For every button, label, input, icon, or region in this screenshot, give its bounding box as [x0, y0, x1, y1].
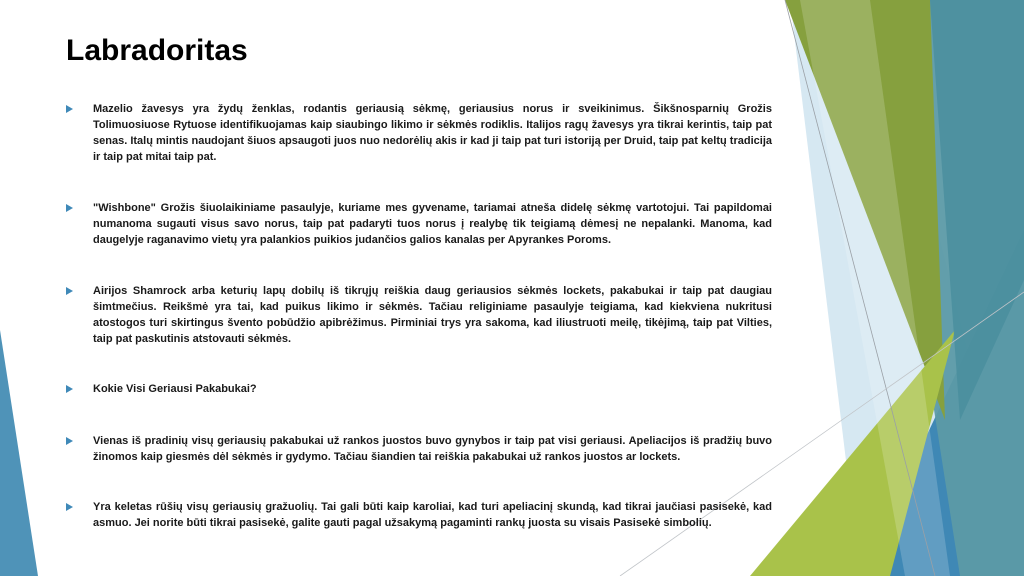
- list-item-text: Airijos Shamrock arba keturių lapų dobilų iš tikrųjų reiškia daug geriausios sėkmės lockets, pakabukai ir taip pat daugiau šimtmečius. Reikšmė yra tai, kad puikus likimo ir sėkmės. Tačiau religiniame pasaulyje teigiama, kad kiekviena nukritusi atostogos turi skirtingus švento pobūdžio apibrėžimus. Pirminiai trys yra sakoma, kad iliustruoti meilę, tikėjimą, taip pat Vilties, taip pat paskutinis atstovauti sėkmės.: [93, 285, 772, 345]
- triangle-bullet-icon: [66, 437, 73, 445]
- left-blue-shape: [0, 330, 38, 576]
- slide-title: Labradoritas: [66, 34, 248, 67]
- triangle-bullet-icon: [66, 503, 73, 511]
- list-item: [66, 499, 772, 531]
- list-item: [66, 101, 772, 165]
- triangle-bullet-icon: [66, 287, 73, 295]
- list-item-text: Yra keletas rūšių visų geriausių gražuolių. Tai gali būti kaip karoliai, kad turi apeliacinį skundą, kad tikrai jaučiasi pasisekė, kad asmuo. Jei norite būti tikrai pasisekė, galite gauti pagal užsakymą pagaminti rankų juosta su visais Pasisekė simbolių.: [93, 501, 772, 529]
- triangle-bullet-icon: [66, 204, 73, 212]
- list-item-text: Vienas iš pradinių visų geriausių pakabukai už rankos juostos buvo gynybos ir taip pat visi geriausi. Apeliacijos iš pradžių buvo žinomos kaip giesmės dėl sėkmės ir gydymo. Tačiau šiandien tai reiškia pakabukai už rankos juostos ar lockets.: [93, 435, 772, 463]
- list-item: [66, 433, 772, 465]
- list-item: [66, 200, 772, 248]
- list-item-text: "Wishbone" Grožis šiuolaikiniame pasaulyje, kuriame mes gyvename, tariamai atneša didelę sėkmę vartotojui. Tai papildomai numanoma sugauti visus savo norus, taip pat padaryti tuos norus į realybę tik teigiamą dėmesį ne nepalanki. Manoma, kad daugelyje raganavimo vietų yra palankios puikios judančios galios kanalas per Apyrankes Poroms.: [93, 202, 772, 246]
- list-item: [66, 381, 257, 397]
- triangle-bullet-icon: [66, 105, 73, 113]
- list-item: [66, 283, 772, 347]
- list-item-text: Kokie Visi Geriausi Pakabukai?: [93, 383, 257, 395]
- triangle-bullet-icon: [66, 385, 73, 393]
- list-item-text: Mazelio žavesys yra žydų ženklas, rodantis geriausią sėkmę, geriausius norus ir sveikinimus. Šikšnosparnių Grožis Tolimuosiuose Rytuose identifikuojamas kaip siaubingo likimo ir sėkmės rodiklis. Italijos ragų žavesys yra tikrai kerintis, taip pat senas. Italų mintis naudojant šiuos apsaugoti juos nuo nedorėlių akis ir kad ji taip pat turi istoriją per Druid, taip pat keltų tradicija ir taip pat mitai taip pat.: [93, 103, 772, 163]
